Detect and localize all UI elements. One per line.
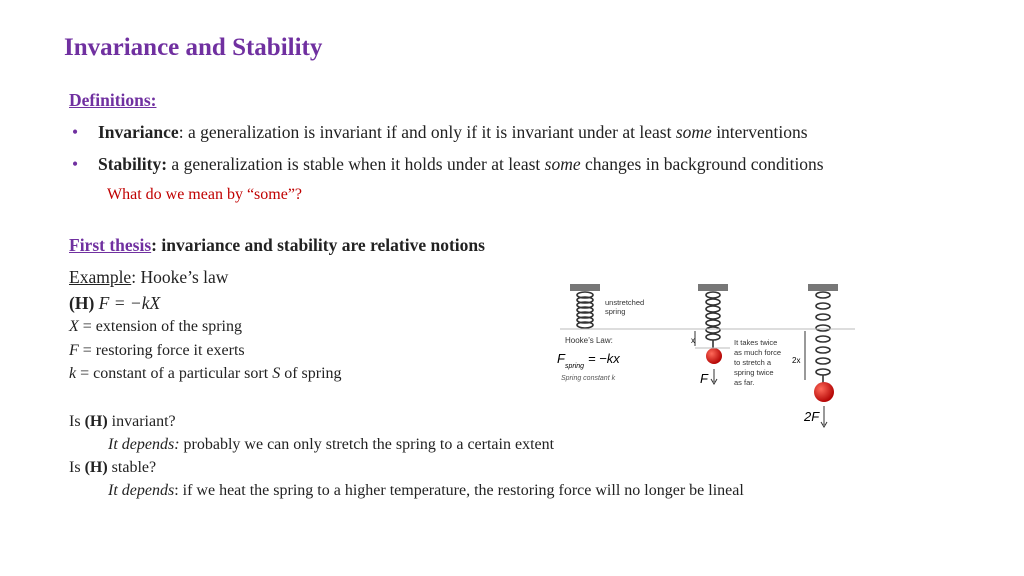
emph-some: some [675,122,712,142]
twice-note [734,338,781,387]
emph-some: some [544,154,581,174]
spring-stretched-2x [816,292,830,383]
answer-emph: It depends [108,482,175,499]
force2-label: 2F [804,409,820,424]
force-label: F [700,371,708,386]
thesis-text: : invariance and stability are relative notions [151,235,485,255]
first-thesis [69,235,485,256]
def-f-text: = restoring force it exerts [78,342,245,359]
formula-f: F [557,351,565,366]
q-h: (H) [84,413,108,430]
answer-emph: It depends: [108,436,180,453]
formula-sub: spring [565,363,585,370]
svg-text:as far.: as far. [734,378,755,387]
svg-text:It takes twice: It takes twice [734,338,778,347]
svg-text:to stretch a: to stretch a [734,358,772,367]
example-text: : Hooke’s law [131,267,229,287]
bullet-stability [72,154,824,175]
answer-text: probably we can only stretch the spring to a certain extent [179,436,555,453]
unstretched-label-2: spring [605,307,626,316]
question-stable [69,459,156,477]
def-x [69,318,242,336]
def-k-text-end: of spring [280,365,342,382]
term-invariance: Invariance [98,122,179,142]
mass-ball-1 [706,348,722,364]
bullet-text-end: interventions [711,122,808,142]
def-f [69,342,245,360]
answer-text: : if we heat the spring to a higher temperature, the restoring force will no longer be lineal [174,482,744,499]
q-text-end: invariant? [107,413,176,430]
hookes-law-label: Hooke’s Law: [565,336,613,345]
def-k [69,365,342,383]
unstretched-label-1: unstretched [605,298,645,307]
var-x: X [69,318,79,335]
var-f: F [69,342,79,359]
svg-text:spring twice: spring twice [734,368,774,377]
twox-label: 2x [792,356,801,365]
example-line [69,267,228,288]
hookes-law-figure [550,280,860,430]
thesis-label: First thesis [69,235,152,255]
ceiling-plate-2 [698,284,728,291]
bullet-icon: • [72,122,79,142]
spring-constant-label: Spring constant k [561,375,616,382]
mass-ball-2 [814,382,834,402]
answer-stable [108,482,744,500]
ceiling-plate-1 [570,284,600,291]
spring-stretched-x [706,292,720,348]
h-label: (H) [69,293,95,313]
bullet-text: : a generalization is invariant if and only if it is invariant under at least [178,122,676,142]
definitions-heading: Definitions: [69,90,157,110]
q-text: Is [69,459,85,476]
svg-text:as much force: as much force [734,348,782,357]
question-note: What do we mean by “some”? [107,186,303,203]
term-stability: Stability: [98,154,168,174]
formula-rhs: = −kx [588,351,620,366]
ceiling-plate-3 [808,284,838,291]
bullet-text: a generalization is stable when it holds under at least [167,154,545,174]
def-x-text: = extension of the spring [78,318,242,335]
q-h: (H) [84,459,108,476]
q-text: Is [69,413,85,430]
slide-title: Invariance and Stability [64,34,323,61]
bullet-text-end: changes in background conditions [580,154,824,174]
question-invariant [69,413,176,431]
bullet-invariance [72,122,808,143]
def-k-text: = constant of a particular sort [76,365,273,382]
bullet-icon: • [72,154,79,174]
var-s: S [272,365,281,382]
h-formula: F = −kX [98,293,161,313]
example-label: Example [69,267,132,287]
answer-invariant [108,436,554,454]
hooke-formula [69,293,160,314]
q-text-end: stable? [107,459,157,476]
x-label: x [691,336,695,345]
spring-unstretched [577,292,593,328]
var-k: k [69,365,77,382]
